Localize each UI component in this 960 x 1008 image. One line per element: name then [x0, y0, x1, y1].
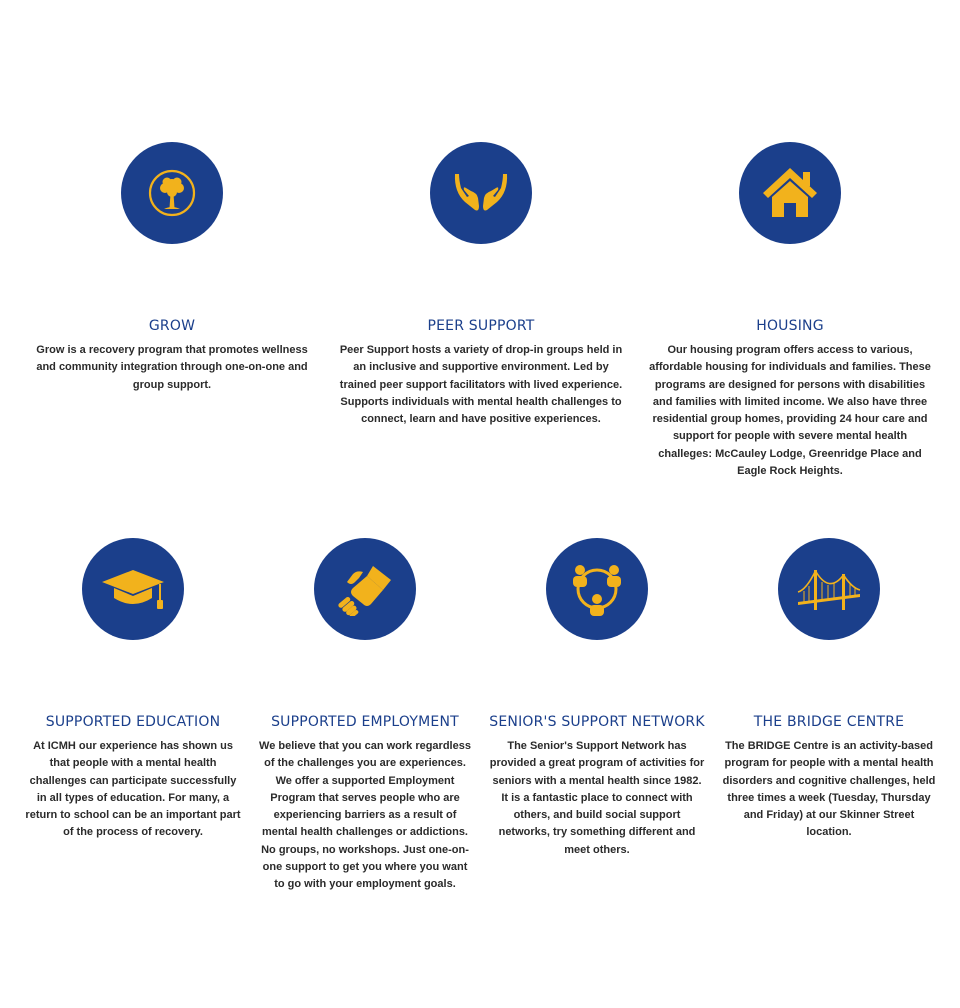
tree-icon — [147, 168, 197, 218]
service-description: The BRIDGE Centre is an activity-based program for people with a mental health disorders and cognitive challenges, held three times a week (Tuesday, Thursday and Friday) at our Skinner Street location. — [722, 740, 936, 839]
service-card-supported-education — [24, 538, 242, 842]
service-card-bridge-centre — [720, 538, 938, 842]
service-title: THE BRIDGE CENTRE — [753, 714, 905, 730]
service-card-housing — [645, 142, 935, 480]
service-icon-circle — [739, 142, 841, 244]
service-description: Peer Support hosts a variety of drop-in groups held in an inclusive and supportive environment. Led by trained peer support facilitators with lived experience. Supports individuals with mental health challenges to connect, learn and have positive experiences. — [339, 344, 623, 426]
people-network-icon — [567, 559, 627, 619]
house-icon — [760, 165, 820, 221]
service-card-supported-employment — [256, 538, 474, 894]
caring-hands-icon — [451, 168, 511, 218]
service-icon-circle — [778, 538, 880, 640]
handshake-icon — [333, 562, 397, 616]
service-title: SENIOR'S SUPPORT NETWORK — [489, 714, 705, 730]
graduation-cap-icon — [98, 564, 168, 614]
service-title: PEER SUPPORT — [427, 318, 535, 334]
service-icon-circle — [121, 142, 223, 244]
service-icon-circle — [82, 538, 184, 640]
service-title: HOUSING — [756, 318, 824, 334]
service-card-grow — [30, 142, 314, 394]
bridge-icon — [796, 564, 862, 614]
service-card-peer-support — [336, 142, 626, 428]
service-title: SUPPORTED EDUCATION — [45, 714, 221, 730]
service-icon-circle — [546, 538, 648, 640]
service-description: The Senior's Support Network has provided a great program of activities for seniors with a mental health since 1982. It is a fantastic place to connect with others, and build social support networks, try something different and meet others. — [489, 740, 705, 856]
service-title: SUPPORTED EMPLOYMENT — [271, 714, 459, 730]
service-icon-circle — [314, 538, 416, 640]
service-card-seniors-support-network — [488, 538, 706, 859]
service-description: We believe that you can work regardless of the challenges you are experiences. We offer a supported Employment Program that serves people who are experiencing barriers as a result of mental health challenges or addictions. No groups, no workshops. Just one-on-one support to get you where you want to go with your employment goals. — [259, 740, 471, 891]
service-title: GROW — [148, 318, 196, 334]
service-description: Our housing program offers access to various, affordable housing for individuals and families. These programs are designed for persons with disabilities and families with limited income. We also have three residential group homes, providing 24 hour care and support for people with severe mental health challeges: McCauley Lodge, Greenridge Place and Eagle Rock Heights. — [649, 344, 931, 478]
service-description: At ICMH our experience has shown us that people with a mental health challenges can participate successfully in all types of education. For many, a return to school can be an important part of the process of recovery. — [25, 740, 241, 839]
service-icon-circle — [430, 142, 532, 244]
service-description: Grow is a recovery program that promotes wellness and community integration through one-on-one and group support. — [36, 344, 308, 391]
